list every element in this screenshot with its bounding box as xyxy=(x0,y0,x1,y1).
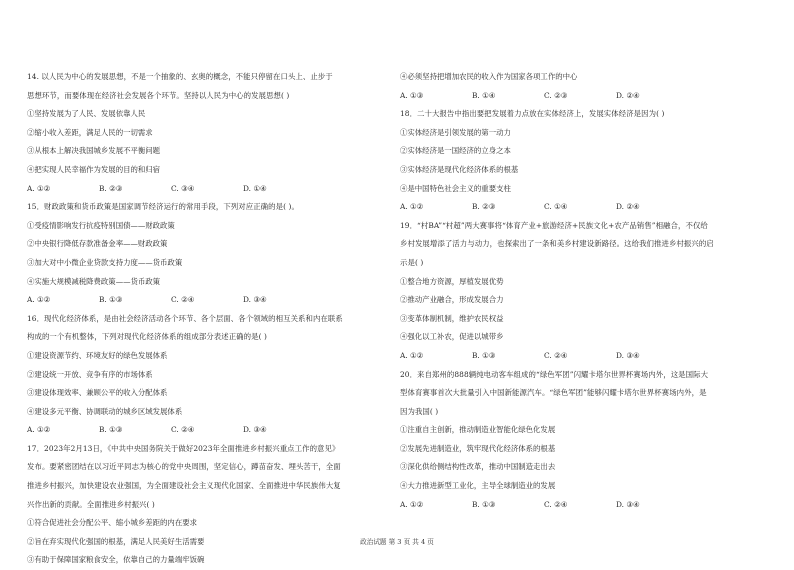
statement-item: ①实体经济是引领发展的第一动力 xyxy=(400,127,511,137)
statement-item: ③变革体制机制，维护农民权益 xyxy=(400,313,504,323)
statement-item: ②建设统一开放、竞争有序的市场体系 xyxy=(27,369,153,379)
statement-item: ④大力推进新型工业化，主导全球制造业的发展 xyxy=(400,481,556,491)
question-stem-line: 型体育赛事首次大批量引入中国新能源汽车。“绿色军团”能够闪耀卡塔尔世界杯赛场内外，是 xyxy=(400,388,707,398)
question-stem-line: 构成的一个有机整体，下列对现代化经济体系的组成部分表述正确的是( ) xyxy=(27,332,267,342)
option-b: B. ②③ xyxy=(99,183,123,193)
question-stem-line: 19．“村BA”“村超”两大赛事将“体育产业+旅游经济+民族文化+农产品销售”相融合，不仅给 xyxy=(400,220,708,230)
question-17 xyxy=(27,440,387,570)
option-b: B. ①③ xyxy=(472,499,496,509)
question-stem-line: 发布。要紧密团结在以习近平同志为核心的党中央周围，坚定信心，蹲苗奋发、埋头苦干，全面 xyxy=(27,462,341,472)
question-19 xyxy=(400,217,772,366)
question-stem-line: 兴作出新的贡献。全面推进乡村振兴( ) xyxy=(27,499,155,509)
option-d: D. ③④ xyxy=(243,425,267,435)
question-stem-line: 20．来自郑州的888辆纯电动客车组成的“绿色军团”闪耀卡塔尔世界杯赛场内外，这是国际大 xyxy=(400,369,709,379)
page-footer: 政治试题 第 3 页 共 4 页 xyxy=(360,538,434,546)
option-b: B. ①④ xyxy=(472,90,496,100)
option-a: A. ①② xyxy=(400,350,424,360)
statement-item: ④把实现人民幸福作为发展的目的和归宿 xyxy=(27,164,161,174)
answer-options xyxy=(27,180,387,199)
option-d: D. ②④ xyxy=(616,90,640,100)
question-stem-line: 15．财政政策和货币政策是国家调节经济运行的常用手段，下列对应正确的是( )。 xyxy=(27,202,299,212)
option-d: D. ③④ xyxy=(616,499,640,509)
statement-item: ①受疫情影响发行抗疫特别国债——财政政策 xyxy=(27,220,175,230)
answer-options xyxy=(400,198,772,217)
statement-item: ②发展先进制造业，筑牢现代化经济体系的根基 xyxy=(400,443,556,453)
question-18 xyxy=(400,105,772,217)
option-c: C. ②④ xyxy=(171,295,195,305)
question-stem-line: 乡村发展增添了活力与动力，也探索出了一条和美乡村建设新路径。这给我们推进乡村振兴的启 xyxy=(400,239,714,249)
option-d: D. ③④ xyxy=(243,295,267,305)
option-b: B. ①③ xyxy=(99,425,123,435)
statement-item: ①建设资源节约、环境友好的绿色发展体系 xyxy=(27,350,168,360)
statement-item: ④建设多元平衡、协调联动的城乡区域发展体系 xyxy=(27,406,183,416)
option-a: A. ①③ xyxy=(400,90,424,100)
right-column xyxy=(400,68,772,514)
statement-item: ④实施大规模减税降费政策——货币政策 xyxy=(27,276,161,286)
question-stem-line: 思想环节，而要体现在经济社会发展各个环节。坚持以人民为中心的发展思想( ) xyxy=(27,90,290,100)
question-stem-line: 14. 以人民为中心的发展思想，不是一个抽象的、玄奥的概念，不能只停留在口头上、止步于 xyxy=(27,72,333,81)
statement-item: ②实体经济是一国经济的立身之本 xyxy=(400,146,511,156)
statement-item: ③建设体现效率、兼顾公平的收入分配体系 xyxy=(27,388,168,398)
answer-options xyxy=(27,421,387,440)
question-stem-line: 因为我国( ) xyxy=(400,406,439,416)
option-b: B. ①③ xyxy=(99,295,123,305)
option-a: A. ①② xyxy=(400,202,424,212)
statement-item: ①注重自主创新，推动制造业智能化绿色化发展 xyxy=(400,425,556,435)
question-14 xyxy=(27,68,387,198)
option-b: B. ②③ xyxy=(472,202,496,212)
statement-item: ③加大对中小微企业贷款支持力度——货币政策 xyxy=(27,257,183,267)
left-column xyxy=(27,68,387,570)
statement-item: ③有助于保障国家粮食安全，依靠自己的力量端牢饭碗 xyxy=(27,555,205,565)
option-b: B. ①③ xyxy=(472,350,496,360)
statement-item: ②中央银行降低存款准备金率——财政政策 xyxy=(27,239,168,249)
statement-item: ①符合促进社会分配公平、缩小城乡差距的内在要求 xyxy=(27,518,197,528)
statement-item: ①坚持发展为了人民、发展依靠人民 xyxy=(27,109,146,119)
statement-item: ②缩小收入差距，满足人民的一切需求 xyxy=(27,127,153,137)
statement-item: ④必须坚持把增加农民的收入作为国家各项工作的中心 xyxy=(400,72,578,81)
option-c: C. ①④ xyxy=(544,202,568,212)
statement-item: ①整合地方资源，厚植发展优势 xyxy=(400,276,504,286)
option-c: C. ②④ xyxy=(544,499,568,509)
statement-item: ②旨在弃实现代化强国的根基，满足人民美好生活需要 xyxy=(27,536,205,546)
option-c: C. ②④ xyxy=(544,350,568,360)
statement-item: ②推动产业融合，形成发展合力 xyxy=(400,295,504,305)
option-c: C. ②④ xyxy=(171,425,195,435)
answer-options xyxy=(400,347,772,366)
statement-item: ③从根本上解决我国城乡发展不平衡问题 xyxy=(27,146,161,156)
answer-options xyxy=(400,496,772,515)
question-15 xyxy=(27,198,387,310)
option-d: D. ③④ xyxy=(616,350,640,360)
question-stem-line: 17．2023年2月13日，《中共中央国务院关于做好2023年全面推进乡村振兴重点工作的意见》 xyxy=(27,443,340,453)
statement-item: ③实体经济是现代化经济体系的根基 xyxy=(400,164,519,174)
option-d: D. ①④ xyxy=(243,183,267,193)
question-stem-line: 示是( ) xyxy=(400,257,424,267)
statement-item: ④是中国特色社会主义的重要支柱 xyxy=(400,183,511,193)
question-16 xyxy=(27,310,387,440)
statement-item: ③深化供给侧结构性改革，推动中国制造走出去 xyxy=(400,462,556,472)
statement-item: ④强化以工补农，促进以城带乡 xyxy=(400,332,504,342)
question-17-continued xyxy=(400,68,772,105)
option-a: A. ①② xyxy=(27,183,51,193)
option-a: A. ①② xyxy=(27,295,51,305)
question-20 xyxy=(400,366,772,515)
answer-options xyxy=(400,87,772,106)
question-stem-line: 推进乡村振兴，加快建设农业强国，为全面建设社会主义现代化国家、全面推进中华民族伟大复 xyxy=(27,481,341,491)
option-a: A. ①② xyxy=(27,425,51,435)
option-c: C. ③④ xyxy=(171,183,195,193)
question-stem-line: 18．二十大报告中指出要把发展着力点放在实体经济上，发展实体经济是因为( ) xyxy=(400,109,665,119)
option-d: D. ②④ xyxy=(616,202,640,212)
answer-options xyxy=(27,291,387,310)
option-a: A. ①② xyxy=(400,499,424,509)
option-c: C. ②③ xyxy=(544,90,568,100)
question-stem-line: 16．现代化经济体系，是由社会经济活动各个环节、各个层面、各个领域的相互关系和内在联系 xyxy=(27,313,343,323)
